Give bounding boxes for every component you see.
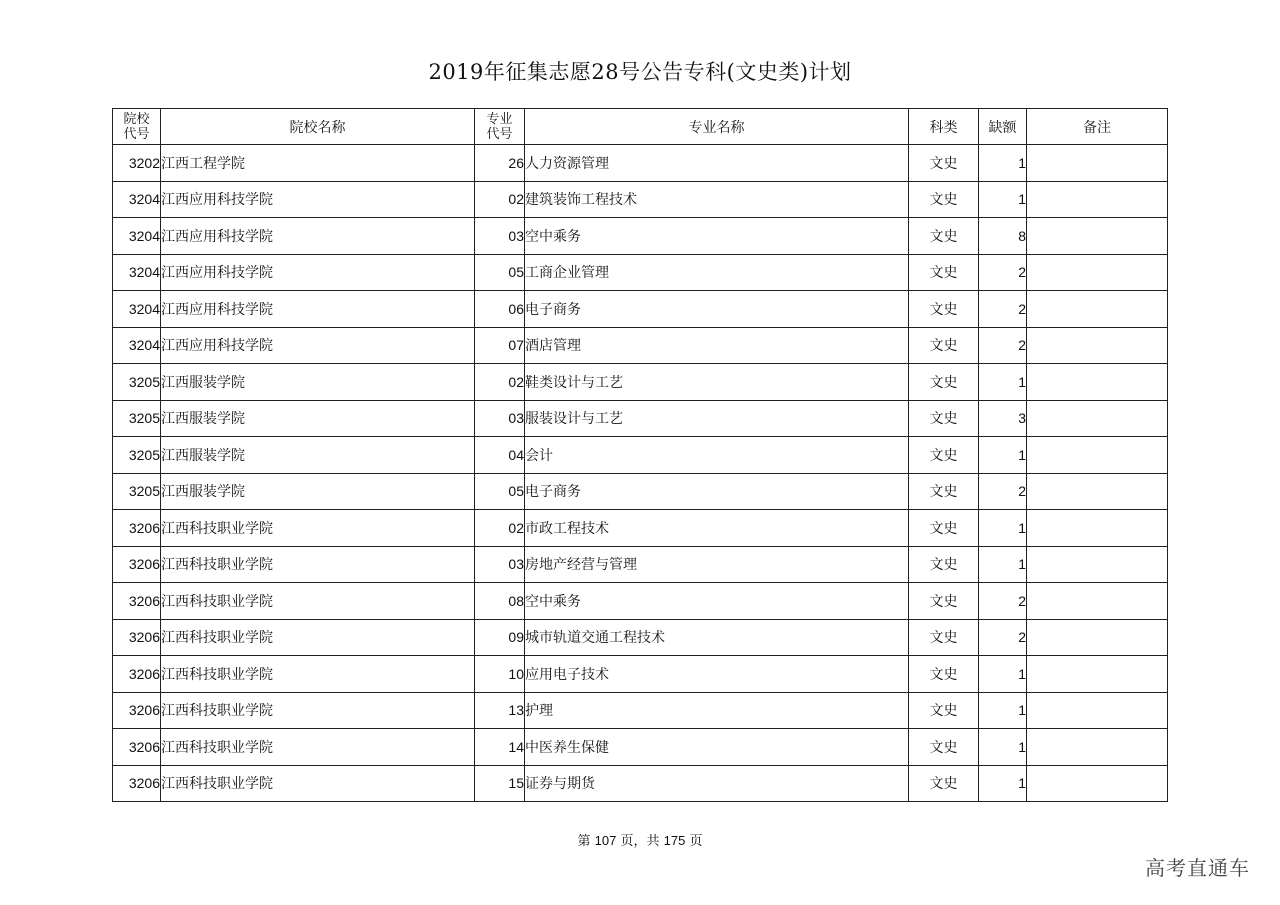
cell-category: 文史 xyxy=(909,254,979,291)
cell-major-name: 会计 xyxy=(525,437,909,474)
cell-note xyxy=(1027,181,1168,218)
header-quota: 缺额 xyxy=(979,109,1027,145)
cell-major-code: 03 xyxy=(475,218,525,255)
cell-major-name: 服装设计与工艺 xyxy=(525,400,909,437)
cell-major-name: 鞋类设计与工艺 xyxy=(525,364,909,401)
cell-major-name: 市政工程技术 xyxy=(525,510,909,547)
cell-note xyxy=(1027,583,1168,620)
cell-major-code: 14 xyxy=(475,729,525,766)
cell-school-code: 3205 xyxy=(113,473,161,510)
cell-school-name: 江西应用科技学院 xyxy=(161,291,475,328)
cell-category: 文史 xyxy=(909,619,979,656)
cell-category: 文史 xyxy=(909,181,979,218)
cell-note xyxy=(1027,510,1168,547)
cell-category: 文史 xyxy=(909,145,979,182)
cell-quota: 8 xyxy=(979,218,1027,255)
cell-note xyxy=(1027,656,1168,693)
watermark-text: 高考直通车 xyxy=(1145,856,1250,880)
cell-note xyxy=(1027,364,1168,401)
table-row xyxy=(113,254,1168,291)
cell-school-code: 3206 xyxy=(113,619,161,656)
cell-school-name: 江西应用科技学院 xyxy=(161,327,475,364)
cell-school-code: 3204 xyxy=(113,327,161,364)
cell-quota: 1 xyxy=(979,656,1027,693)
cell-school-code: 3206 xyxy=(113,765,161,802)
cell-school-code: 3205 xyxy=(113,400,161,437)
cell-note xyxy=(1027,254,1168,291)
cell-note xyxy=(1027,327,1168,364)
header-school-name: 院校名称 xyxy=(161,109,475,145)
table-row xyxy=(113,510,1168,547)
cell-quota: 1 xyxy=(979,765,1027,802)
cell-school-name: 江西服装学院 xyxy=(161,473,475,510)
cell-school-code: 3204 xyxy=(113,254,161,291)
cell-school-name: 江西应用科技学院 xyxy=(161,254,475,291)
cell-major-name: 应用电子技术 xyxy=(525,656,909,693)
cell-quota: 1 xyxy=(979,145,1027,182)
cell-quota: 1 xyxy=(979,364,1027,401)
table-row xyxy=(113,729,1168,766)
cell-major-name: 酒店管理 xyxy=(525,327,909,364)
page-footer xyxy=(0,830,1280,849)
cell-note xyxy=(1027,619,1168,656)
cell-category: 文史 xyxy=(909,291,979,328)
page-title: 2019年征集志愿28号公告专科(文史类)计划 xyxy=(428,60,852,84)
cell-quota: 1 xyxy=(979,692,1027,729)
table-row xyxy=(113,327,1168,364)
table-row xyxy=(113,291,1168,328)
table-row xyxy=(113,583,1168,620)
cell-school-name: 江西科技职业学院 xyxy=(161,765,475,802)
cell-note xyxy=(1027,437,1168,474)
cell-school-code: 3202 xyxy=(113,145,161,182)
cell-school-code: 3204 xyxy=(113,291,161,328)
cell-major-name: 建筑装饰工程技术 xyxy=(525,181,909,218)
cell-school-code: 3206 xyxy=(113,546,161,583)
cell-category: 文史 xyxy=(909,218,979,255)
cell-school-name: 江西科技职业学院 xyxy=(161,546,475,583)
cell-major-code: 13 xyxy=(475,692,525,729)
cell-major-code: 03 xyxy=(475,546,525,583)
cell-note xyxy=(1027,692,1168,729)
table-row xyxy=(113,364,1168,401)
cell-major-name: 房地产经营与管理 xyxy=(525,546,909,583)
header-category: 科类 xyxy=(909,109,979,145)
cell-category: 文史 xyxy=(909,729,979,766)
cell-note xyxy=(1027,765,1168,802)
cell-school-code: 3206 xyxy=(113,656,161,693)
cell-quota: 2 xyxy=(979,254,1027,291)
table-row xyxy=(113,473,1168,510)
enrollment-plan-table xyxy=(112,108,1168,802)
cell-quota: 1 xyxy=(979,510,1027,547)
cell-quota: 2 xyxy=(979,583,1027,620)
cell-note xyxy=(1027,473,1168,510)
cell-category: 文史 xyxy=(909,692,979,729)
cell-school-name: 江西应用科技学院 xyxy=(161,218,475,255)
cell-note xyxy=(1027,291,1168,328)
cell-category: 文史 xyxy=(909,473,979,510)
cell-category: 文史 xyxy=(909,327,979,364)
cell-school-name: 江西科技职业学院 xyxy=(161,692,475,729)
cell-note xyxy=(1027,729,1168,766)
cell-school-name: 江西科技职业学院 xyxy=(161,510,475,547)
cell-school-name: 江西科技职业学院 xyxy=(161,619,475,656)
cell-major-code: 04 xyxy=(475,437,525,474)
table-row xyxy=(113,619,1168,656)
cell-major-code: 03 xyxy=(475,400,525,437)
cell-school-code: 3206 xyxy=(113,583,161,620)
cell-major-code: 02 xyxy=(475,510,525,547)
cell-school-name: 江西科技职业学院 xyxy=(161,656,475,693)
cell-category: 文史 xyxy=(909,656,979,693)
cell-note xyxy=(1027,546,1168,583)
cell-category: 文史 xyxy=(909,400,979,437)
table-row xyxy=(113,400,1168,437)
cell-major-code: 02 xyxy=(475,181,525,218)
table-row xyxy=(113,765,1168,802)
table-row xyxy=(113,181,1168,218)
cell-school-name: 江西服装学院 xyxy=(161,364,475,401)
cell-quota: 2 xyxy=(979,619,1027,656)
cell-major-code: 15 xyxy=(475,765,525,802)
footer-prefix: 第 xyxy=(577,834,591,849)
cell-major-code: 07 xyxy=(475,327,525,364)
cell-major-code: 10 xyxy=(475,656,525,693)
cell-major-code: 06 xyxy=(475,291,525,328)
cell-quota: 3 xyxy=(979,400,1027,437)
cell-school-code: 3206 xyxy=(113,692,161,729)
header-major-code: 专业 代号 xyxy=(475,109,525,145)
cell-school-name: 江西工程学院 xyxy=(161,145,475,182)
cell-school-name: 江西科技职业学院 xyxy=(161,729,475,766)
table-body xyxy=(113,145,1168,802)
cell-major-code: 02 xyxy=(475,364,525,401)
footer-suffix: 页 xyxy=(689,834,703,849)
cell-quota: 1 xyxy=(979,546,1027,583)
cell-quota: 1 xyxy=(979,181,1027,218)
cell-school-code: 3205 xyxy=(113,437,161,474)
cell-category: 文史 xyxy=(909,510,979,547)
cell-school-code: 3204 xyxy=(113,218,161,255)
cell-quota: 2 xyxy=(979,327,1027,364)
cell-school-code: 3206 xyxy=(113,729,161,766)
cell-school-name: 江西服装学院 xyxy=(161,400,475,437)
table-header-row xyxy=(113,109,1168,145)
cell-category: 文史 xyxy=(909,583,979,620)
cell-major-code: 09 xyxy=(475,619,525,656)
cell-quota: 2 xyxy=(979,291,1027,328)
footer-current-page: 107 xyxy=(594,833,617,848)
cell-category: 文史 xyxy=(909,765,979,802)
cell-major-name: 电子商务 xyxy=(525,291,909,328)
cell-school-name: 江西科技职业学院 xyxy=(161,583,475,620)
table-row xyxy=(113,656,1168,693)
footer-total-pages: 175 xyxy=(663,833,686,848)
cell-category: 文史 xyxy=(909,437,979,474)
cell-major-code: 08 xyxy=(475,583,525,620)
cell-major-code: 05 xyxy=(475,473,525,510)
table-row xyxy=(113,145,1168,182)
cell-quota: 1 xyxy=(979,729,1027,766)
header-school-code: 院校 代号 xyxy=(113,109,161,145)
table-row xyxy=(113,437,1168,474)
cell-major-name: 电子商务 xyxy=(525,473,909,510)
cell-major-name: 人力资源管理 xyxy=(525,145,909,182)
cell-major-name: 证券与期货 xyxy=(525,765,909,802)
cell-category: 文史 xyxy=(909,364,979,401)
cell-major-name: 中医养生保健 xyxy=(525,729,909,766)
cell-major-name: 护理 xyxy=(525,692,909,729)
cell-major-name: 空中乘务 xyxy=(525,583,909,620)
cell-category: 文史 xyxy=(909,546,979,583)
cell-note xyxy=(1027,145,1168,182)
cell-school-name: 江西服装学院 xyxy=(161,437,475,474)
table-row xyxy=(113,692,1168,729)
cell-major-name: 空中乘务 xyxy=(525,218,909,255)
cell-school-name: 江西应用科技学院 xyxy=(161,181,475,218)
table-row xyxy=(113,546,1168,583)
cell-note xyxy=(1027,218,1168,255)
cell-school-code: 3205 xyxy=(113,364,161,401)
cell-quota: 1 xyxy=(979,437,1027,474)
table-row xyxy=(113,218,1168,255)
header-note: 备注 xyxy=(1027,109,1168,145)
cell-quota: 2 xyxy=(979,473,1027,510)
cell-school-code: 3204 xyxy=(113,181,161,218)
cell-school-code: 3206 xyxy=(113,510,161,547)
cell-major-code: 26 xyxy=(475,145,525,182)
cell-major-code: 05 xyxy=(475,254,525,291)
cell-major-name: 工商企业管理 xyxy=(525,254,909,291)
header-major-name: 专业名称 xyxy=(525,109,909,145)
footer-middle: 页，共 xyxy=(620,834,660,849)
cell-major-name: 城市轨道交通工程技术 xyxy=(525,619,909,656)
cell-note xyxy=(1027,400,1168,437)
